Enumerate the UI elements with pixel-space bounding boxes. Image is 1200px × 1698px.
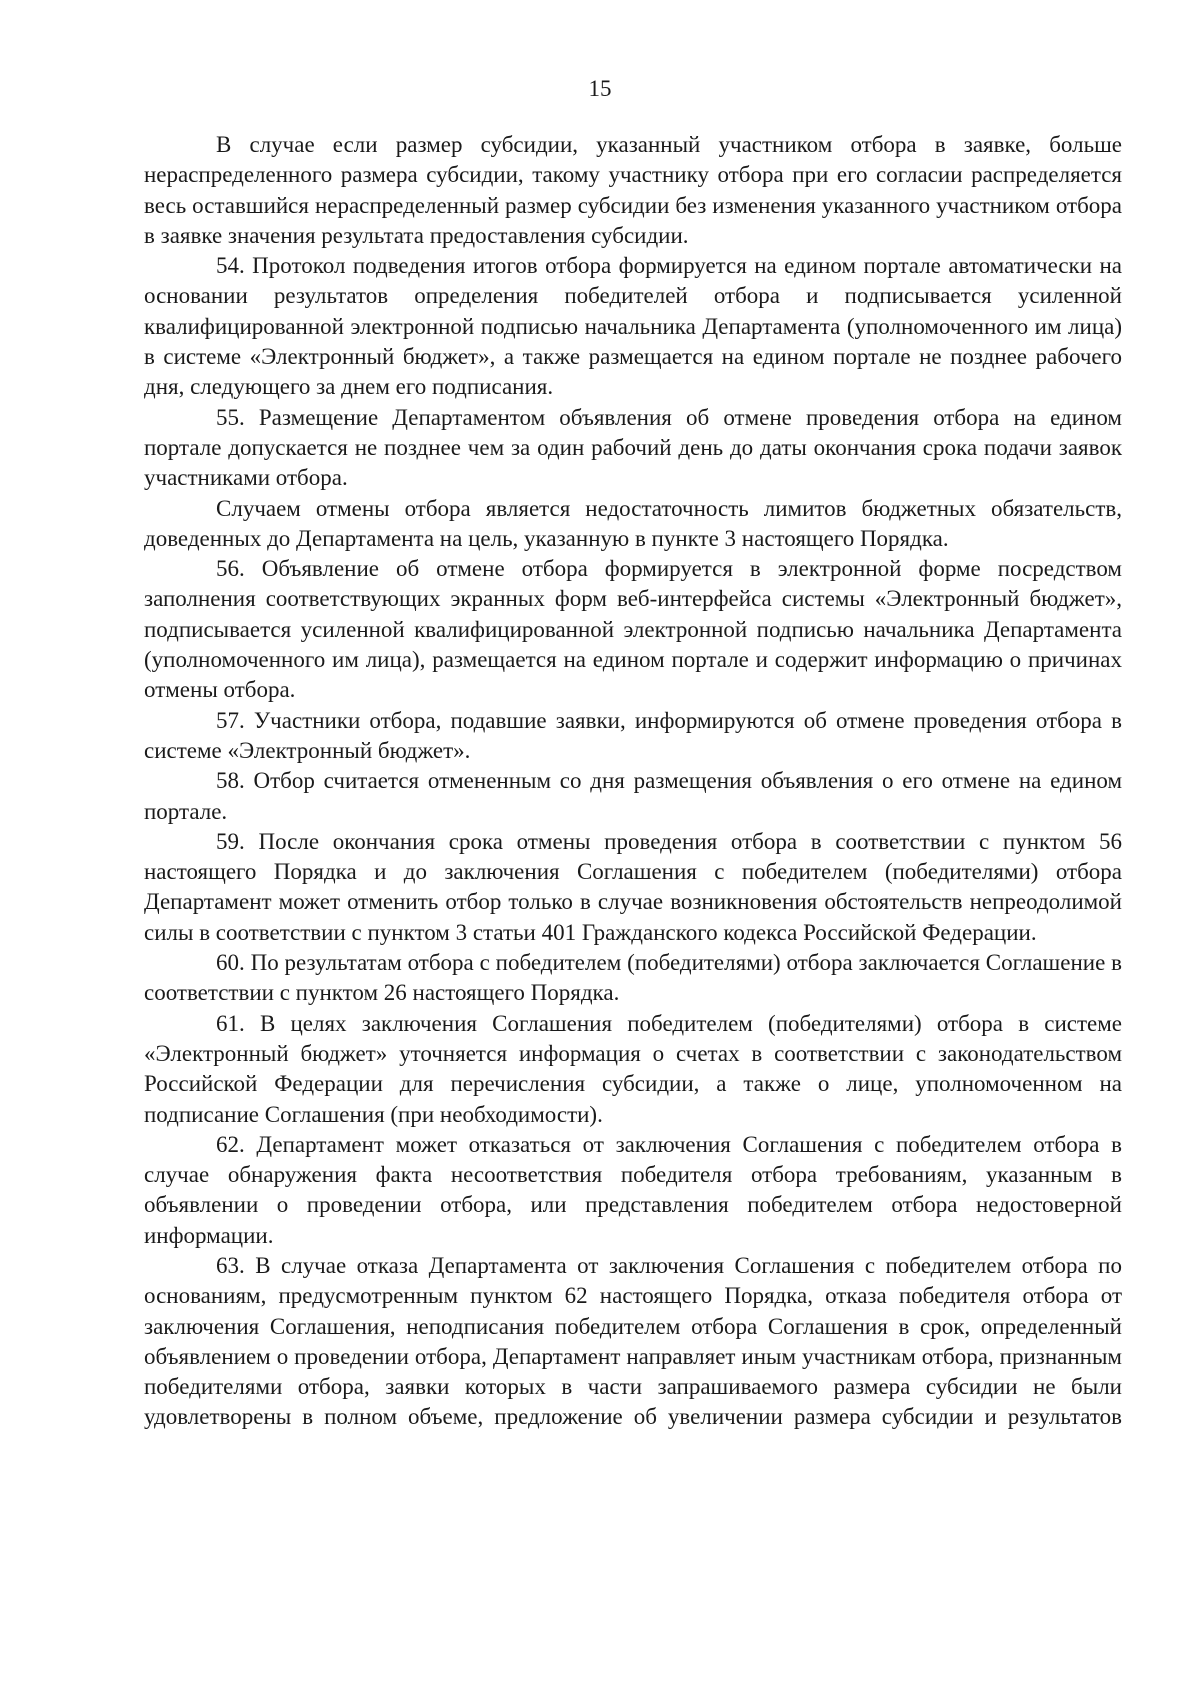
paragraph-57: 57. Участники отбора, подавшие заявки, информируются об отмене проведения отбора в системе «Электронный бюджет». [144, 707, 1122, 763]
paragraph-61: 61. В целях заключения Соглашения победителем (победителями) отбора в системе «Электронный бюджет» уточняется информация о счетах в соответствии с законодательством Российской Федерации для перечисления субсидии, а также о лице, уполномоченном на подписание Соглашения (при необходимости). [144, 1010, 1122, 1127]
page-number: 15 [588, 76, 612, 101]
paragraph-59: 59. После окончания срока отмены проведения отбора в соответствии с пунктом 56 настоящего Порядка и до заключения Соглашения с победителем (победителями) отбора Департамент может отменить отбор только в случае возникновения обстоятельств непреодолимой силы в соответствии с пунктом 3 статьи 401 Гражданского кодекса Российской Федерации. [144, 828, 1122, 945]
paragraph-60: 60. По результатам отбора с победителем (победителями) отбора заключается Соглашение в соответствии с пунктом 26 настоящего Порядка. [144, 950, 1122, 1006]
paragraph: В случае если размер субсидии, указанный участником отбора в заявке, больше нераспределенного размера субсидии, такому участнику отбора при его согласии распределяется весь оставшийся нераспределенный размер субсидии без изменения указанного участником отбора в заявке значения результата предоставления субсидии. [144, 132, 1122, 248]
paragraph: Случаем отмены отбора является недостаточность лимитов бюджетных обязательств, доведенных до Департамента на цель, указанную в пункте 3 настоящего Порядка. [144, 495, 1122, 551]
paragraph-56: 56. Объявление об отмене отбора формируется в электронной форме посредством заполнения соответствующих экранных форм веб-интерфейса системы «Электронный бюджет», подписывается усиленной квалифицированной электронной подписью начальника Департамента (уполномоченного им лица), размещается на едином портале и содержит информацию о причинах отмены отбора. [144, 556, 1122, 703]
paragraph-55: 55. Размещение Департаментом объявления об отмене проведения отбора на едином портале допускается не позднее чем за один рабочий день до даты окончания срока подачи заявок участниками отбора. [144, 404, 1122, 491]
paragraph-63: 63. В случае отказа Департамента от заключения Соглашения с победителем отбора по основаниям, предусмотренным пунктом 62 настоящего Порядка, отказа победителя отбора от заключения Соглашения, неподписания победителем отбора Соглашения в срок, определенный объявлением о проведении отбора, Департамент направляет иным участникам отбора, признанным победителями отбора, заявки которых в части запрашиваемого размера субсидии не были удовлетворены в полном объеме, предложение об увеличении размера субсидии и результатов [144, 1252, 1122, 1430]
document-body [144, 130, 1122, 1433]
paragraph-62: 62. Департамент может отказаться от заключения Соглашения с победителем отбора в случае обнаружения факта несоответствия победителя отбора требованиям, указанным в объявлении о проведении отбора, или представления победителем отбора недостоверной информации. [144, 1131, 1122, 1248]
paragraph-58: 58. Отбор считается отмененным со дня размещения объявления о его отмене на едином портале. [144, 768, 1122, 824]
paragraph-54: 54. Протокол подведения итогов отбора формируется на едином портале автоматически на основании результатов определения победителей отбора и подписывается усиленной квалифицированной электронной подписью начальника Департамента (уполномоченного им лица) в системе «Электронный бюджет», а также размещается на едином портале не позднее рабочего дня, следующего за днем его подписания. [144, 253, 1122, 400]
